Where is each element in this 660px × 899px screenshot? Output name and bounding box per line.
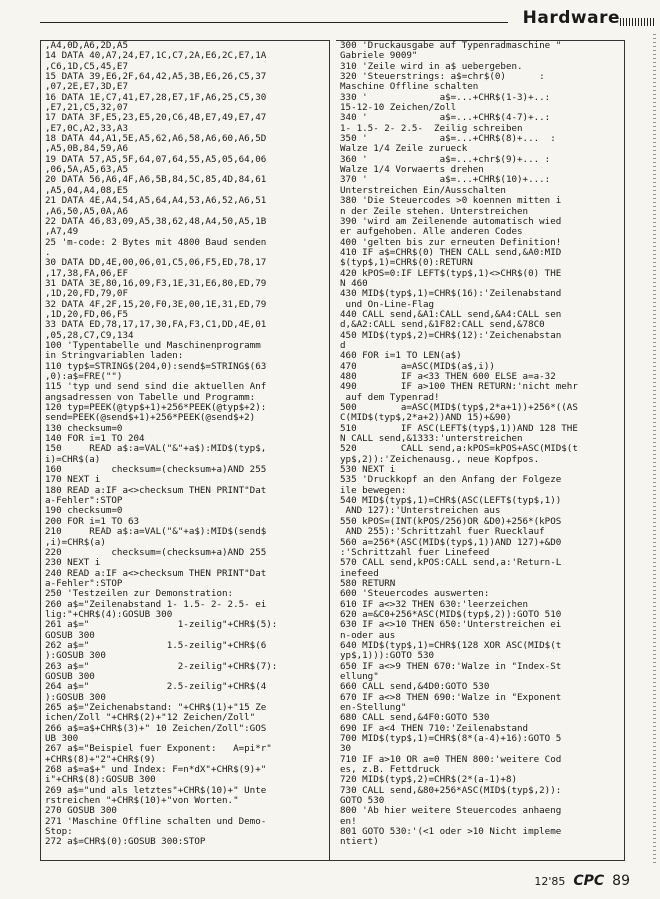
code-line: 540 MID$(typ$,1)=CHR$(ASC(LEFT$(typ$,1))	[340, 495, 562, 507]
code-line: 370 ' a$=...+CHR$(10)+...:	[340, 174, 551, 186]
code-line: a-Fehler":STOP	[45, 495, 123, 507]
code-line: 440 CALL send,&A1:CALL send,&A4:CALL sen	[340, 308, 562, 320]
code-line: 15 DATA 39,E6,2F,64,42,A5,3B,E6,26,C5,37	[45, 71, 267, 83]
code-line: 520 CALL send,a:kPOS=kPOS+ASC(MID$(t	[340, 443, 578, 455]
code-line: ile bewegen:	[340, 484, 407, 496]
code-line: 110 typ$=STRING$(204,0):send$=STRING$(63	[45, 360, 267, 372]
page-header	[0, 0, 660, 40]
code-line: $(typ$,1)=CHR$(0):RETURN	[340, 257, 473, 269]
code-line: 25 'm-code: 2 Bytes mit 4800 Baud senden	[45, 236, 267, 248]
code-line: 220 checksum=(checksum+a)AND 255	[45, 546, 267, 558]
code-line: 720 MID$(typ$,2)=CHR$(2*(a-1)+8)	[340, 774, 518, 786]
code-line: ,A5,0B,84,59,A6	[45, 143, 128, 155]
code-line: lig:"+CHR$(4):GOSUB 300	[45, 608, 173, 620]
code-line: 610 IF a<>32 THEN 630:'leerzeichen	[340, 598, 529, 610]
code-line: 270 GOSUB 300	[45, 805, 117, 817]
code-line: 380 'Die Steuercodes >0 koennen mitten i	[340, 195, 562, 207]
margin-tick-marks	[653, 34, 656, 864]
code-line: N CALL send,&1333:'unterstreichen	[340, 433, 523, 445]
code-line: 262 a$=" 1.5-zeilig"+CHR$(6	[45, 639, 267, 651]
code-line: 450 MID$(typ$,2)=CHR$(12):'Zeichenabstan	[340, 329, 562, 341]
code-line: 200 FOR i=1 TO 63	[45, 515, 140, 527]
code-line: GOSUB 300	[45, 629, 95, 641]
code-line: 550 kPOS=(INT(kPOS/256)OR &D0)+256*(kPOS	[340, 515, 562, 527]
code-line: d,&A2:CALL send,&1F82:CALL send,&78C0	[340, 319, 545, 331]
code-line: ,06,5A,A5,63,A5	[45, 164, 128, 176]
code-line: i)=CHR$(a)	[45, 453, 101, 465]
code-line: auf dem Typenrad!	[340, 391, 440, 403]
code-line: .	[45, 246, 51, 258]
code-line: 410 IF a$=CHR$(0) THEN CALL send,&A0:MID	[340, 246, 562, 258]
code-line: ,E7,21,C5,32,07	[45, 102, 128, 114]
code-line: ntiert)	[340, 836, 379, 848]
code-line: 260 a$="Zeilenabstand 1- 1.5- 2- 2.5- ei	[45, 598, 267, 610]
code-line: AND 255):'Schrittzahl fuer Ruecklauf	[340, 526, 545, 538]
code-line: 690 IF a<4 THEN 710:'Zeilenabstand	[340, 722, 529, 734]
code-line: 700 MID$(typ$,1)=CHR$(8*(a-4)+16):GOTO 5	[340, 733, 562, 745]
code-line: 630 IF a<>10 THEN 650:'Unterstreichen ei	[340, 619, 562, 631]
code-line: Walze 1/4 Zeile zurueck	[340, 143, 468, 155]
code-line: ,1D,20,FD,79,0F	[45, 288, 128, 300]
code-line: 330 ' a$=...+CHR$(1-3)+..:	[340, 91, 551, 103]
code-line: 480 IF a<33 THEN 600 ELSE a=a-32	[340, 371, 556, 382]
code-line: ):GOSUB 300	[45, 650, 106, 662]
code-line: 340 ' a$=...+CHR$(4-7)+..:	[340, 112, 551, 124]
code-line: ,C6,1D,C5,45,E7	[45, 60, 128, 72]
header-tick-marks	[620, 18, 654, 26]
code-line: und On-Line-Flag	[340, 298, 435, 310]
code-line: d	[340, 339, 346, 351]
code-line: 261 a$=" 1-zeilig"+CHR$(5):	[45, 619, 278, 631]
code-line: 268 a$=a$+" und Index: F=n*dX"+CHR$(9)+"	[45, 764, 267, 776]
code-line: ,A5,04,A4,08,E5	[45, 184, 128, 196]
code-line: ,A4,0D,A6,2D,A5	[45, 40, 128, 51]
code-line: 210 READ a$:a=VAL("&"+a$):MID$(send$	[45, 526, 267, 538]
page-number: 89	[612, 873, 630, 889]
code-line: 120 typ=PEEK(@typ$+1)+256*PEEK(@typ$+2):	[45, 402, 267, 414]
code-line: 180 READ a:IF a<>checksum THEN PRINT"Dat	[45, 484, 267, 496]
code-line: inefeed	[340, 567, 379, 579]
code-line: 310 'Zeile wird in a$ uebergeben.	[340, 60, 523, 72]
code-line: 390 'wird am Zeilenende automatisch wied	[340, 215, 562, 227]
code-line: ,1D,20,FD,06,F5	[45, 308, 128, 320]
code-line: 31 DATA 3E,80,16,09,F3,1E,31,E6,80,ED,79	[45, 277, 267, 289]
code-line: 100 'Typentabelle und Maschinenprogramm	[45, 339, 261, 351]
code-line: 20 DATA 56,A6,4F,A6,5B,84,5C,85,4D,84,61	[45, 174, 267, 186]
code-line: es, z.B. Fettdruck	[340, 764, 440, 776]
code-line: ,i)=CHR$(a)	[45, 536, 106, 548]
code-line: 160 checksum=(checksum+a)AND 255	[45, 464, 267, 476]
code-line: in Stringvariablen laden:	[45, 350, 184, 362]
code-line: 170 NEXT i	[45, 474, 101, 486]
code-line: 267 a$="Beispiel fuer Exponent: A=pi*r"	[45, 743, 272, 755]
code-line: ,07,2E,E7,3D,E7	[45, 81, 128, 93]
code-line: angsadressen von Tabelle und Programm:	[45, 391, 256, 403]
header-rule	[40, 22, 508, 23]
code-line: 320 'Steuerstrings: a$=chr$(0) :	[340, 71, 545, 83]
code-line: 535 'Druckkopf an den Anfang der Folgeze	[340, 474, 562, 486]
code-line: 271 'Maschine Offline schalten und Demo-	[45, 815, 267, 827]
code-line: 600 'Steuercodes auswerten:	[340, 588, 490, 600]
code-line: GOTO 530	[340, 795, 385, 807]
code-line: Gabriele 9009"	[340, 50, 418, 62]
code-line: ,E7,0C,A2,33,A3	[45, 122, 128, 134]
code-line: ,17,38,FA,06,EF	[45, 267, 128, 279]
page-footer	[534, 873, 630, 889]
code-line: 580 RETURN	[340, 577, 396, 589]
code-line: 190 checksum=0	[45, 505, 123, 517]
code-line: 266 a$=a$+CHR$(3)+" 10 Zeichen/Zoll":GOS	[45, 722, 267, 734]
code-line: ,05,28,C7,C9,134	[45, 329, 134, 341]
code-line: 250 'Testzeilen zur Demonstration:	[45, 588, 234, 600]
code-line: 30	[340, 743, 352, 755]
code-line: 263 a$=" 2-zeilig"+CHR$(7):	[45, 660, 278, 672]
code-line: 265 a$="Zeichenabstand: "+CHR$(1)+"15 Ze	[45, 702, 267, 713]
code-line: 530 NEXT i	[340, 464, 396, 476]
code-line: ellung"	[340, 670, 379, 682]
code-line: 801 GOTO 530:'(<1 oder >10 Nicht impleme	[340, 826, 562, 838]
code-line: en-Stellung"	[340, 702, 407, 713]
code-line: ichen/Zoll "+CHR$(2)+"12 Zeichen/Zoll"	[45, 712, 256, 724]
code-line: 130 checksum=0	[45, 422, 123, 434]
code-line: i"+CHR$(8):GOSUB 300	[45, 774, 156, 786]
code-line: 14 DATA 40,A7,24,E7,1C,C7,2A,E6,2C,E7,1A	[45, 50, 267, 62]
magazine-name: CPC	[573, 873, 605, 889]
code-line: 32 DATA 4F,2F,15,20,F0,3E,00,1E,31,ED,79	[45, 298, 267, 310]
code-line: yp$,1))):GOTO 530	[340, 650, 435, 662]
section-title: Hardware	[522, 8, 620, 28]
code-line: 670 IF a<>8 THEN 690:'Walze in "Exponent	[340, 691, 562, 703]
code-line: 115 'typ und send sind die aktuellen Anf	[45, 381, 267, 393]
code-line: Walze 1/4 Vorwaerts drehen	[340, 164, 484, 176]
code-line: 640 MID$(typ$,1)=CHR$(128 XOR ASC(MID$(t	[340, 639, 562, 651]
code-line: Stop:	[45, 826, 73, 838]
code-line: 660 CALL send,&4D0:GOTO 530	[340, 681, 490, 693]
code-line: rstreichen "+CHR$(10)+"von Worten."	[45, 795, 239, 807]
code-line: send=PEEK(@send$+1)+256*PEEK(@send$+2)	[45, 412, 256, 424]
issue-label: 12'85	[534, 875, 566, 888]
code-line: 21 DATA 4E,A4,54,A5,64,A4,53,A6,52,A6,51	[45, 195, 267, 207]
code-line: n der Zeile stehen. Unterstreichen	[340, 205, 529, 217]
code-line: 430 MID$(typ$,1)=CHR$(16):'Zeilenabstand	[340, 288, 562, 300]
code-line: C(MID$(typ$,2*a+2))AND 15)+&90)	[340, 412, 512, 424]
code-line: GOSUB 300	[45, 670, 95, 682]
code-line: UB 300	[45, 733, 79, 745]
code-line: 620 a=&C0+256*ASC(MID$(typ$,2)):GOTO 510	[340, 608, 562, 620]
code-line: Maschine Offline schalten	[340, 81, 479, 93]
code-line: 15-12-10 Zeichen/Zoll	[340, 102, 457, 114]
code-line: 400 'gelten bis zur erneuten Definition!	[340, 236, 562, 248]
code-line: 16 DATA 1E,C7,41,E7,28,E7,1F,A6,25,C5,30	[45, 91, 267, 103]
code-line: 300 'Druckausgabe auf Typenradmaschine "	[340, 40, 562, 51]
code-line: a-Fehler":STOP	[45, 577, 123, 589]
code-line: ,A6,50,A5,0A,A6	[45, 205, 128, 217]
code-line: yp$,2)):'Zeichenausg., neue Kopfpos.	[340, 453, 540, 465]
code-line: 269 a$="und als letztes"+CHR$(10)+" Unte	[45, 784, 267, 796]
code-line: 140 FOR i=1 TO 204	[45, 433, 145, 445]
code-line: ,A7,49	[45, 226, 79, 238]
code-line: 230 NEXT i	[45, 557, 101, 569]
code-line: 17 DATA 3F,E5,23,E5,20,C6,4B,E7,49,E7,47	[45, 112, 267, 124]
code-line: 500 a=ASC(MID$(typ$,2*a+1))+256*((AS	[340, 402, 578, 414]
code-line: 650 IF a<>9 THEN 670:'Walze in "Index-St	[340, 660, 562, 672]
code-line: 18 DATA 44,A1,5E,A5,62,A6,58,A6,60,A6,5D	[45, 133, 267, 145]
listing-column-left	[40, 40, 330, 861]
code-line: 470 a=ASC(MID$(a$,i))	[340, 360, 495, 372]
code-line: 350 ' a$=...+CHR$(8)+... :	[340, 133, 556, 145]
code-line: er aufgehoben. Alle anderen Codes	[340, 226, 523, 238]
code-line: 560 a=256*(ASC(MID$(typ$,1))AND 127)+&D0	[340, 536, 562, 548]
footer-rule	[40, 860, 624, 861]
code-line: +CHR$(8)+"2"+CHR$(9)	[45, 753, 156, 765]
code-line: 272 a$=CHR$(0):GOSUB 300:STOP	[45, 836, 206, 848]
code-line: 800 'Ab hier weitere Steuercodes anhaeng	[340, 805, 562, 817]
code-line: Unterstreichen Ein/Ausschalten	[340, 184, 506, 196]
code-line: 360 ' a$=...+chr$(9)+... :	[340, 153, 551, 165]
code-line: 570 CALL send,kPOS:CALL send,a:'Return-L	[340, 557, 562, 569]
code-line: 33 DATA ED,78,17,17,30,FA,F3,C1,DD,4E,01	[45, 319, 267, 331]
code-line: ):GOSUB 300	[45, 691, 106, 703]
code-line: 1- 1.5- 2- 2.5- Zeilig schreiben	[340, 122, 523, 134]
code-line: 730 CALL send,&80+256*ASC(MID$(typ$,2)):	[340, 784, 562, 796]
code-line: 710 IF a>10 OR a=0 THEN 800:'weitere Cod	[340, 753, 562, 765]
code-line: 460 FOR i=1 TO LEN(a$)	[340, 350, 462, 362]
code-line: 420 kPOS=0:IF LEFT$(typ$,1)<>CHR$(0) THE	[340, 267, 562, 279]
code-line: N 460	[340, 277, 368, 289]
code-line: 19 DATA 57,A5,5F,64,07,64,55,A5,05,64,06	[45, 153, 267, 165]
code-line: :'Schrittzahl fuer Linefeed	[340, 546, 490, 558]
code-line: en!	[340, 815, 357, 827]
listing-column-right	[336, 40, 625, 861]
code-line: 510 IF ASC(LEFT$(typ$,1))AND 128 THE	[340, 422, 578, 434]
code-line: 264 a$=" 2.5-zeilig"+CHR$(4	[45, 681, 267, 693]
code-line: n-oder aus	[340, 629, 396, 641]
code-line: AND 127):'Unterstreichen aus	[340, 505, 501, 517]
code-line: 490 IF a>100 THEN RETURN:'nicht mehr	[340, 381, 578, 393]
code-line: ,0):a$=FRE("")	[45, 371, 123, 382]
code-line: 22 DATA 46,83,09,A5,38,62,48,A4,50,A5,1B	[45, 215, 267, 227]
code-line: 30 DATA DD,4E,00,06,01,C5,06,F5,ED,78,17	[45, 257, 267, 269]
code-line: 150 READ a$:a=VAL("&"+a$):MID$(typ$,	[45, 443, 267, 455]
code-line: 680 CALL send,&4F0:GOTO 530	[340, 712, 490, 724]
code-line: 240 READ a:IF a<>checksum THEN PRINT"Dat	[45, 567, 267, 579]
